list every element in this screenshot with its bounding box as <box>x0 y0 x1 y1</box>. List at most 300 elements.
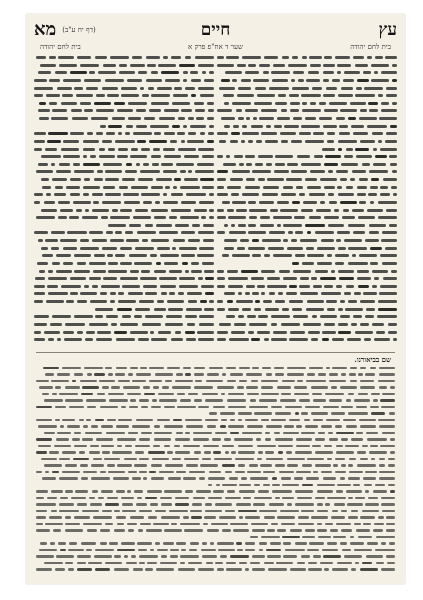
text-word <box>205 503 213 505</box>
text-word <box>44 464 62 466</box>
text-word <box>217 277 225 280</box>
text-word <box>319 117 333 120</box>
text-word <box>171 523 177 525</box>
text-word <box>65 386 80 388</box>
text-word <box>154 425 161 427</box>
text-word <box>254 412 271 414</box>
text-word <box>92 285 98 288</box>
text-word <box>34 323 47 326</box>
text-word <box>336 451 354 453</box>
text-word <box>245 109 259 112</box>
text-word <box>255 87 266 90</box>
text-word <box>180 186 200 189</box>
text-word <box>366 555 383 557</box>
text-word <box>163 193 167 196</box>
text-word <box>62 94 73 97</box>
text-word <box>393 338 397 341</box>
text-word <box>191 262 199 265</box>
text-word <box>365 490 370 492</box>
text-word <box>77 56 91 59</box>
text-line <box>217 237 397 245</box>
text-word <box>307 373 315 375</box>
text-word <box>356 432 362 434</box>
text-word <box>299 399 311 401</box>
text-word <box>297 497 312 499</box>
text-word <box>311 338 319 341</box>
text-word <box>147 64 156 67</box>
text-word <box>157 87 171 90</box>
text-word <box>137 231 157 234</box>
text-word <box>295 490 313 492</box>
text-word <box>235 458 254 460</box>
text-word <box>81 477 88 479</box>
text-word <box>87 529 98 531</box>
text-word <box>353 315 363 318</box>
text-word <box>125 231 133 234</box>
text-word <box>34 201 40 204</box>
text-word <box>174 445 180 447</box>
text-word <box>240 239 248 242</box>
text-word <box>228 393 244 395</box>
text-word <box>232 254 250 257</box>
text-word <box>229 477 238 479</box>
text-word <box>274 367 284 369</box>
text-word <box>322 338 330 341</box>
text-word <box>157 419 170 421</box>
text-word <box>222 254 229 257</box>
text-word <box>309 216 321 219</box>
text-word <box>379 425 395 427</box>
text-word <box>227 300 232 303</box>
text-word <box>220 555 227 557</box>
text-word <box>295 254 304 257</box>
text-word <box>129 224 141 227</box>
text-word <box>181 549 185 551</box>
text-word <box>312 87 323 90</box>
text-word <box>67 231 86 234</box>
text-word <box>238 445 254 447</box>
text-word <box>334 503 345 505</box>
text-word <box>41 209 57 212</box>
text-word <box>101 445 114 447</box>
text-word <box>311 412 328 414</box>
text-word <box>108 373 112 375</box>
text-word <box>93 270 106 273</box>
text-word <box>72 117 88 120</box>
text-word <box>107 419 116 421</box>
text-word <box>351 568 357 570</box>
text-word <box>379 367 395 369</box>
text-word <box>371 178 379 181</box>
text-word <box>360 109 367 112</box>
text-word <box>278 292 283 295</box>
text-word <box>89 497 95 499</box>
text-word <box>166 315 182 318</box>
text-word <box>165 464 183 466</box>
text-word <box>219 516 236 518</box>
text-word <box>307 549 318 551</box>
text-word <box>205 419 218 421</box>
text-line <box>34 115 214 123</box>
text-word <box>72 380 77 382</box>
text-word <box>217 568 224 570</box>
text-word <box>337 231 350 234</box>
text-word <box>111 323 117 326</box>
text-word <box>386 523 395 525</box>
text-word <box>146 529 162 531</box>
text-word <box>225 510 236 512</box>
text-word <box>42 477 56 479</box>
text-word <box>208 484 212 486</box>
text-word <box>292 308 303 311</box>
text-line <box>34 313 214 321</box>
text-word <box>246 117 250 120</box>
text-word <box>185 270 189 273</box>
text-word <box>141 270 150 273</box>
text-word <box>266 163 273 166</box>
text-word <box>377 315 397 318</box>
text-word <box>277 386 291 388</box>
text-word <box>60 549 66 551</box>
text-word <box>190 542 199 544</box>
text-word <box>382 393 395 395</box>
text-word <box>252 367 259 369</box>
text-word <box>280 209 298 212</box>
text-word <box>315 497 324 499</box>
text-word <box>302 56 307 59</box>
text-word <box>225 497 241 499</box>
text-word <box>77 300 87 303</box>
text-word <box>200 300 207 303</box>
text-word <box>281 193 296 196</box>
text-word <box>283 432 299 434</box>
text-line <box>34 252 214 260</box>
text-word <box>187 323 196 326</box>
text-word <box>374 71 378 74</box>
text-word <box>302 536 314 538</box>
text-word <box>323 79 329 82</box>
text-word <box>188 393 198 395</box>
text-word <box>154 308 166 311</box>
text-word <box>262 193 278 196</box>
text-line <box>34 54 214 62</box>
text-word <box>275 412 291 414</box>
text-word <box>138 178 154 181</box>
text-word <box>212 438 221 440</box>
text-word <box>109 542 118 544</box>
text-word <box>41 178 48 181</box>
text-word <box>275 464 285 466</box>
text-word <box>245 155 254 158</box>
text-word <box>149 380 163 382</box>
text-word <box>282 484 298 486</box>
text-word <box>386 516 395 518</box>
text-word <box>63 140 79 143</box>
text-word <box>306 477 319 479</box>
text-line <box>217 298 397 306</box>
text-word <box>133 132 152 135</box>
text-word <box>339 277 354 280</box>
text-word <box>172 458 182 460</box>
text-word <box>200 132 205 135</box>
text-word <box>106 132 114 135</box>
text-word <box>323 71 334 74</box>
text-word <box>261 386 273 388</box>
text-word <box>56 170 71 173</box>
text-word <box>379 477 395 479</box>
text-word <box>66 300 74 303</box>
text-word <box>358 216 375 219</box>
text-word <box>145 497 157 499</box>
text-word <box>118 292 123 295</box>
text-word <box>161 516 180 518</box>
text-word <box>266 425 282 427</box>
text-word <box>125 445 132 447</box>
text-word <box>353 56 364 59</box>
text-word <box>224 239 237 242</box>
text-word <box>130 367 138 369</box>
text-word <box>368 193 377 196</box>
text-word <box>105 193 120 196</box>
text-word <box>94 254 105 257</box>
text-word <box>82 386 99 388</box>
text-word <box>340 300 345 303</box>
text-word <box>261 536 280 538</box>
text-word <box>209 216 214 219</box>
text-word <box>175 380 193 382</box>
text-line <box>34 100 214 108</box>
text-word <box>157 300 163 303</box>
text-word <box>83 155 87 158</box>
text-word <box>378 94 383 97</box>
text-word <box>238 117 243 120</box>
text-word <box>117 464 132 466</box>
text-word <box>136 419 154 421</box>
text-word <box>85 432 102 434</box>
text-word <box>110 292 116 295</box>
text-word <box>38 239 43 242</box>
text-word <box>246 285 255 288</box>
text-word <box>379 464 385 466</box>
text-word <box>60 497 68 499</box>
text-word <box>235 471 245 473</box>
text-word <box>58 56 74 59</box>
text-word <box>47 497 57 499</box>
page-header <box>34 20 397 42</box>
text-word <box>223 94 234 97</box>
text-word <box>125 132 130 135</box>
text-word <box>315 464 331 466</box>
text-word <box>248 247 265 250</box>
text-word <box>386 529 395 531</box>
text-word <box>357 186 367 189</box>
text-word <box>306 380 326 382</box>
text-word <box>63 247 77 250</box>
text-word <box>255 300 259 303</box>
text-word <box>150 125 169 128</box>
folio-group <box>34 20 96 40</box>
text-word <box>258 315 268 318</box>
text-word <box>271 323 277 326</box>
text-word <box>289 338 308 341</box>
text-word <box>324 163 338 166</box>
text-word <box>51 247 59 250</box>
text-line <box>217 199 397 207</box>
text-word <box>348 247 367 250</box>
text-word <box>290 102 300 105</box>
text-word <box>239 562 247 564</box>
text-word <box>248 201 256 204</box>
text-word <box>163 148 175 151</box>
text-word <box>151 94 170 97</box>
text-word <box>102 87 119 90</box>
text-word <box>365 315 375 318</box>
text-word <box>206 380 223 382</box>
text-word <box>357 193 366 196</box>
text-word <box>259 549 263 551</box>
text-word <box>382 432 395 434</box>
text-word <box>283 186 294 189</box>
text-word <box>234 438 253 440</box>
text-word <box>194 209 206 212</box>
text-line <box>34 69 214 77</box>
text-word <box>315 270 328 273</box>
text-word <box>83 523 102 525</box>
text-word <box>99 155 115 158</box>
text-word <box>39 386 53 388</box>
text-word <box>259 64 270 67</box>
text-word <box>274 432 280 434</box>
text-word <box>109 399 127 401</box>
text-word <box>34 315 49 318</box>
text-word <box>61 102 78 105</box>
text-word <box>198 277 203 280</box>
text-word <box>178 568 195 570</box>
text-word <box>275 163 285 166</box>
text-word <box>336 490 343 492</box>
text-word <box>176 373 183 375</box>
text-word <box>296 438 312 440</box>
text-word <box>58 216 67 219</box>
text-word <box>307 458 323 460</box>
text-word <box>56 555 73 557</box>
text-word <box>183 367 192 369</box>
text-word <box>251 277 264 280</box>
text-word <box>268 568 287 570</box>
text-word <box>348 117 356 120</box>
text-word <box>82 510 99 512</box>
text-word <box>209 193 214 196</box>
text-line <box>34 161 214 169</box>
text-word <box>365 471 377 473</box>
text-word <box>133 216 151 219</box>
text-word <box>360 140 375 143</box>
text-word <box>34 140 45 143</box>
text-word <box>177 406 195 408</box>
text-word <box>105 79 124 82</box>
text-word <box>190 71 198 74</box>
text-word <box>154 216 165 219</box>
text-word <box>258 178 265 181</box>
text-word <box>230 140 238 143</box>
text-word <box>254 102 272 105</box>
text-word <box>198 87 214 90</box>
text-word <box>68 568 73 570</box>
text-word <box>367 125 387 128</box>
text-word <box>59 64 78 67</box>
text-word <box>380 186 388 189</box>
text-word <box>340 386 357 388</box>
text-word <box>186 308 202 311</box>
text-word <box>100 471 106 473</box>
text-word <box>351 438 364 440</box>
text-line <box>217 260 397 268</box>
text-word <box>84 109 93 112</box>
text-word <box>262 239 281 242</box>
text-word <box>381 497 395 499</box>
text-word <box>305 178 318 181</box>
text-word <box>272 490 292 492</box>
text-line <box>34 199 214 207</box>
text-word <box>121 94 139 97</box>
text-word <box>247 471 261 473</box>
page-number: מא <box>34 19 57 40</box>
text-word <box>266 125 271 128</box>
text-word <box>91 464 105 466</box>
text-line <box>34 168 214 176</box>
text-word <box>205 292 214 295</box>
text-word <box>208 109 214 112</box>
text-word <box>132 56 143 59</box>
text-word <box>282 380 295 382</box>
text-word <box>368 102 377 105</box>
text-line <box>34 336 214 344</box>
text-word <box>340 315 350 318</box>
text-word <box>121 497 134 499</box>
text-word <box>331 386 336 388</box>
text-word <box>226 562 236 564</box>
text-word <box>318 536 331 538</box>
text-word <box>152 399 157 401</box>
text-word <box>209 471 221 473</box>
text-word <box>57 432 71 434</box>
text-word <box>287 373 304 375</box>
text-word <box>74 170 94 173</box>
text-word <box>117 308 132 311</box>
text-word <box>70 71 87 74</box>
text-word <box>185 87 195 90</box>
text-word <box>287 163 298 166</box>
text-word <box>112 209 118 212</box>
text-word <box>194 451 201 453</box>
text-word <box>203 523 207 525</box>
text-word <box>224 292 236 295</box>
text-word <box>57 338 61 341</box>
text-line <box>34 260 214 268</box>
text-word <box>392 79 397 82</box>
text-word <box>348 464 354 466</box>
text-word <box>116 338 136 341</box>
text-word <box>65 490 73 492</box>
text-word <box>146 79 162 82</box>
text-word <box>231 451 235 453</box>
text-word <box>186 464 198 466</box>
text-line <box>217 168 397 176</box>
text-word <box>294 216 305 219</box>
text-word <box>160 285 176 288</box>
text-word <box>85 209 89 212</box>
text-word <box>305 425 318 427</box>
